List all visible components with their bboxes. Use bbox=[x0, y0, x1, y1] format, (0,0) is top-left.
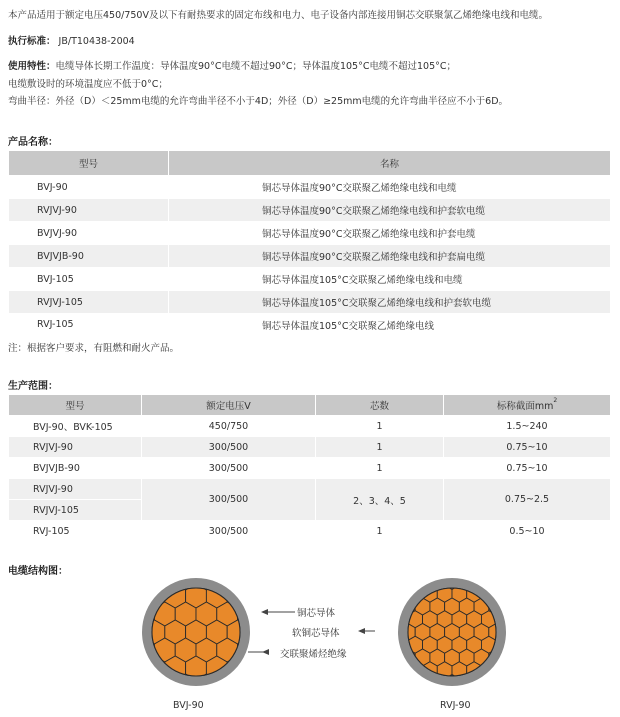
model-cell: RVJVJ-90 bbox=[9, 437, 142, 458]
label-xlpe-insulation: 交联聚烯烃绝缘 bbox=[280, 649, 347, 660]
strand bbox=[511, 687, 526, 704]
strand bbox=[300, 674, 321, 698]
product-names-table bbox=[8, 150, 611, 336]
strand bbox=[123, 570, 144, 572]
model-cell: RVJVJ-105 bbox=[9, 500, 142, 521]
section-cell: 0.75~10 bbox=[444, 437, 611, 458]
strand bbox=[526, 585, 541, 602]
strand bbox=[258, 602, 279, 626]
strand bbox=[481, 570, 496, 577]
caption-bvj-90: BVJ-90 bbox=[173, 700, 204, 711]
model-cell: BVJVJ-90 bbox=[9, 222, 169, 245]
intro-text: 本产品适用于额定电压450/750V及以下有耐热要求的固定布线和电力、电子设备内部连接用铜芯交联聚氯乙烯绝缘电线和电缆。 bbox=[8, 10, 548, 21]
strand bbox=[279, 710, 300, 717]
strand bbox=[467, 570, 482, 577]
strand bbox=[489, 675, 504, 692]
strand bbox=[300, 710, 321, 717]
strand bbox=[504, 573, 519, 590]
production-range-heading: 生产范围： bbox=[8, 381, 58, 392]
table-row bbox=[9, 437, 611, 458]
strand bbox=[123, 692, 144, 716]
cores-cell: 1 bbox=[316, 458, 444, 479]
voltage-cell: 300/500 bbox=[142, 437, 316, 458]
label-soft-copper-conductor: 软铜芯导体 bbox=[292, 628, 340, 639]
strand bbox=[371, 624, 386, 641]
strand bbox=[393, 570, 408, 577]
strand bbox=[378, 611, 393, 628]
strand bbox=[238, 674, 259, 698]
header-name: 名称 bbox=[169, 151, 611, 176]
voltage-cell: 300/500 bbox=[142, 521, 316, 542]
strand bbox=[113, 674, 134, 698]
arrow-icon bbox=[358, 628, 365, 634]
header-voltage: 额定电压V bbox=[142, 395, 316, 416]
strand bbox=[123, 584, 144, 608]
strand bbox=[481, 687, 496, 704]
standard-label: 执行标准： bbox=[8, 36, 56, 47]
rvj-90-cable-section bbox=[371, 570, 540, 704]
strand bbox=[248, 656, 269, 680]
strand bbox=[206, 570, 227, 572]
strand bbox=[186, 570, 207, 572]
production-range-table bbox=[8, 394, 611, 542]
strand bbox=[102, 620, 123, 644]
strand bbox=[196, 710, 217, 717]
strand bbox=[378, 570, 393, 577]
strand bbox=[526, 687, 541, 704]
name-cell: 铜芯导体温度105°C交联聚乙烯绝缘电线和电缆 bbox=[169, 268, 611, 291]
table-row bbox=[9, 479, 611, 500]
properties-line-2: 电缆敷设时的环境温度应不低于0°C； bbox=[8, 78, 168, 90]
structure-heading: 电缆结构图： bbox=[8, 566, 68, 577]
strand bbox=[102, 656, 123, 680]
table-row bbox=[9, 291, 611, 314]
strand bbox=[511, 662, 526, 679]
strand bbox=[511, 611, 526, 628]
model-cell: RVJ-105 bbox=[9, 521, 142, 542]
strand bbox=[134, 710, 155, 717]
strand bbox=[258, 674, 279, 698]
strand bbox=[279, 570, 300, 590]
strand bbox=[269, 620, 290, 644]
strand bbox=[227, 570, 248, 572]
strand bbox=[92, 570, 113, 590]
strand bbox=[378, 585, 393, 602]
table-header-row bbox=[9, 395, 611, 416]
strand bbox=[92, 602, 113, 626]
strand bbox=[92, 638, 113, 662]
strand bbox=[113, 710, 134, 717]
strand bbox=[386, 598, 401, 615]
cable-structure-diagram bbox=[0, 570, 620, 717]
table-row bbox=[9, 222, 611, 245]
strand bbox=[526, 570, 541, 577]
strand bbox=[82, 692, 103, 716]
strand bbox=[113, 602, 134, 626]
voltage-cell: 300/500 bbox=[142, 458, 316, 479]
model-cell: BVJ-105 bbox=[9, 268, 169, 291]
strand bbox=[378, 662, 393, 679]
conductor-strands bbox=[82, 570, 321, 717]
strand bbox=[206, 692, 227, 716]
caption-rvj-90: RVJ-90 bbox=[440, 700, 471, 711]
strand bbox=[393, 662, 408, 679]
strand bbox=[511, 570, 526, 577]
strand bbox=[518, 573, 533, 590]
name-cell: 铜芯导体温度90°C交联聚乙烯绝缘电线和电缆 bbox=[169, 176, 611, 199]
name-cell: 铜芯导体温度105°C交联聚乙烯绝缘电线和护套软电缆 bbox=[169, 291, 611, 314]
strand bbox=[290, 570, 311, 572]
strand bbox=[82, 656, 103, 680]
strand bbox=[113, 570, 134, 590]
arrow-icon bbox=[262, 649, 269, 655]
strand bbox=[518, 598, 533, 615]
name-cell: 铜芯导体温度90°C交联聚乙烯绝缘电线和护套电缆 bbox=[169, 222, 611, 245]
table-row bbox=[9, 521, 611, 542]
model-cell: RVJVJ-105 bbox=[9, 291, 169, 314]
properties-block bbox=[8, 58, 508, 111]
cores-cell: 2、3、4、5 bbox=[316, 479, 444, 521]
strand bbox=[504, 598, 519, 615]
table-row bbox=[9, 176, 611, 199]
section-cell: 0.5~10 bbox=[444, 521, 611, 542]
strand bbox=[386, 649, 401, 666]
header-model: 型号 bbox=[9, 395, 142, 416]
strand bbox=[123, 620, 144, 644]
bvj-90-cable-section bbox=[82, 570, 321, 717]
strand bbox=[437, 570, 452, 577]
strand bbox=[496, 585, 511, 602]
strand bbox=[144, 570, 165, 572]
header-section-label: 标称截面mm bbox=[496, 401, 554, 412]
voltage-cell: 450/750 bbox=[142, 416, 316, 437]
strand bbox=[165, 570, 186, 572]
model-cell: RVJVJ-90 bbox=[9, 199, 169, 222]
strand bbox=[217, 710, 238, 717]
strand bbox=[154, 710, 175, 717]
section-cell: 1.5~240 bbox=[444, 416, 611, 437]
model-cell: BVJVJB-90 bbox=[9, 245, 169, 268]
name-cell: 铜芯导体温度90°C交联聚乙烯绝缘电线和护套扁电缆 bbox=[169, 245, 611, 268]
strand bbox=[238, 570, 259, 590]
cores-cell: 1 bbox=[316, 416, 444, 437]
model-cell: RVJ-105 bbox=[9, 314, 169, 336]
table-row bbox=[9, 199, 611, 222]
strand bbox=[452, 570, 467, 577]
strand bbox=[134, 674, 155, 698]
model-cell: BVJ-90、BVK-105 bbox=[9, 416, 142, 437]
table-row bbox=[9, 458, 611, 479]
strand bbox=[300, 570, 321, 590]
strand bbox=[82, 570, 103, 572]
strand bbox=[238, 710, 259, 717]
standard-value: JB/T10438-2004 bbox=[58, 36, 135, 47]
strand bbox=[518, 675, 533, 692]
strand bbox=[511, 636, 526, 653]
strand bbox=[92, 710, 113, 717]
model-cell: RVJVJ-90 bbox=[9, 479, 142, 500]
standard-line bbox=[8, 33, 135, 47]
strand bbox=[269, 584, 290, 608]
table-row bbox=[9, 314, 611, 336]
strand bbox=[102, 584, 123, 608]
table-row bbox=[9, 416, 611, 437]
strand bbox=[102, 570, 123, 572]
model-cell: BVJVJB-90 bbox=[9, 458, 142, 479]
arrow-icon bbox=[261, 609, 268, 615]
strand bbox=[378, 687, 393, 704]
strand bbox=[423, 687, 438, 704]
strand bbox=[518, 624, 533, 641]
table-row bbox=[9, 268, 611, 291]
strand bbox=[393, 585, 408, 602]
strand bbox=[408, 570, 423, 577]
strand bbox=[248, 584, 269, 608]
properties-line-1: 电缆导体长期工作温度：导体温度90°C电缆不超过90°C；导体温度105°C电缆不超过105°C； bbox=[55, 61, 456, 72]
strand bbox=[371, 649, 386, 666]
strand bbox=[113, 638, 134, 662]
strand bbox=[102, 692, 123, 716]
properties-label: 使用特性： bbox=[8, 61, 56, 72]
voltage-cell: 300/500 bbox=[142, 479, 316, 521]
strand bbox=[269, 692, 290, 716]
label-copper-conductor: 铜芯导体 bbox=[297, 608, 336, 619]
strand bbox=[496, 662, 511, 679]
cores-cell: 1 bbox=[316, 437, 444, 458]
strand bbox=[386, 675, 401, 692]
strand bbox=[227, 692, 248, 716]
strand bbox=[290, 692, 311, 716]
name-cell: 铜芯导体温度105°C交联聚乙烯绝缘电线 bbox=[169, 314, 611, 336]
strand bbox=[371, 598, 386, 615]
strand bbox=[134, 570, 155, 590]
header-cores: 芯数 bbox=[316, 395, 444, 416]
strand bbox=[489, 573, 504, 590]
header-model: 型号 bbox=[9, 151, 169, 176]
strand bbox=[504, 675, 519, 692]
strand bbox=[175, 710, 196, 717]
strand bbox=[393, 687, 408, 704]
properties-line-3: 弯曲半径：外径（D）＜25mm电缆的允许弯曲半径不小于4D；外径（D）≥25mm电缆的允许弯曲半径应不小于6D。 bbox=[8, 96, 509, 107]
strand bbox=[248, 692, 269, 716]
strand bbox=[82, 620, 103, 644]
strand bbox=[504, 649, 519, 666]
header-section-superscript: 2 bbox=[553, 397, 558, 404]
strand bbox=[423, 570, 438, 577]
strand bbox=[248, 570, 269, 572]
strand bbox=[400, 675, 415, 692]
section-cell: 0.75~10 bbox=[444, 458, 611, 479]
strand bbox=[408, 687, 423, 704]
strand bbox=[144, 692, 165, 716]
table-header-row bbox=[9, 151, 611, 176]
strand bbox=[378, 636, 393, 653]
strand bbox=[82, 584, 103, 608]
strand bbox=[248, 620, 269, 644]
strand bbox=[386, 573, 401, 590]
strand bbox=[518, 649, 533, 666]
strand bbox=[526, 662, 541, 679]
product-names-heading: 产品名称： bbox=[8, 137, 58, 148]
note-text: 注：根据客户要求，有阻燃和耐火产品。 bbox=[8, 343, 180, 354]
name-cell: 铜芯导体温度90°C交联聚乙烯绝缘电线和护套软电缆 bbox=[169, 199, 611, 222]
strand bbox=[526, 611, 541, 628]
strand bbox=[400, 573, 415, 590]
strand bbox=[92, 674, 113, 698]
section-cell: 0.75~2.5 bbox=[444, 479, 611, 521]
model-cell: BVJ-90 bbox=[9, 176, 169, 199]
strand bbox=[279, 674, 300, 698]
table-row bbox=[9, 245, 611, 268]
header-section bbox=[444, 395, 611, 416]
strand bbox=[371, 675, 386, 692]
strand bbox=[269, 570, 290, 572]
strand bbox=[371, 573, 386, 590]
strand bbox=[258, 570, 279, 590]
cores-cell: 1 bbox=[316, 521, 444, 542]
strand bbox=[496, 570, 511, 577]
strand bbox=[511, 585, 526, 602]
strand bbox=[526, 636, 541, 653]
strand bbox=[123, 656, 144, 680]
strand bbox=[496, 687, 511, 704]
strand bbox=[258, 710, 279, 717]
